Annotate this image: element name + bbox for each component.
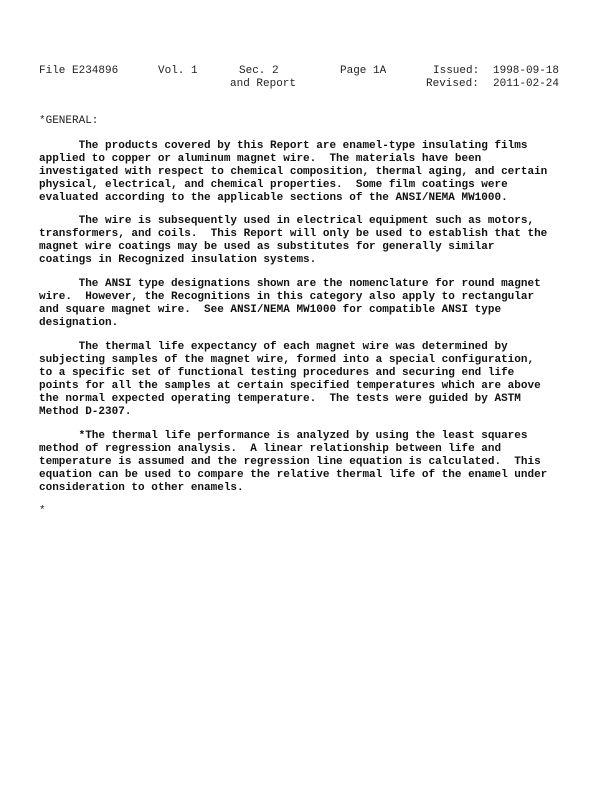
section-heading: *GENERAL: bbox=[39, 115, 99, 127]
paragraph-thermal-life: The thermal life expectancy of each magnet wire was determined by subjecting samples of the magnet wire, formed into a special configuration, to a specific set of functional testing procedures and securing end life points for all the samples at certain specified temperatures which are above the normal expected operating temperature. The tests were guided by ASTM Method D-2307. bbox=[39, 341, 541, 418]
file-number: File E234896 bbox=[39, 65, 119, 77]
page-number: Page 1A bbox=[340, 65, 387, 77]
issued-date: 1998-09-18 bbox=[493, 65, 560, 77]
paragraph-products: The products covered by this Report are enamel-type insulating films applied to copper or aluminum magnet wire. The materials have been investigated with respect to chemical composition, thermal aging, and certain physical, electrical, and chemical properties. Some film coatings were evaluated according to the applicable sections of the ANSI/NEMA MW1000. bbox=[39, 140, 548, 204]
issued-label: Issued: bbox=[433, 65, 480, 77]
paragraph-ansi-designations: The ANSI type designations shown are the nomenclature for round magnet wire. However, the Recognitions in this category also apply to rectangular and square magnet wire. See ANSI/NEMA MW1000 for compatible ANSI type designation. bbox=[39, 278, 541, 329]
end-marker: * bbox=[39, 505, 46, 517]
volume: Vol. 1 bbox=[158, 65, 198, 77]
revised-date: 2011-02-24 bbox=[493, 78, 560, 90]
revised-label: Revised: bbox=[426, 78, 479, 90]
paragraph-wire-usage: The wire is subsequently used in electrical equipment such as motors, transformers, and coils. This Report will only be used to establish that the magnet wire coatings may be used as substitutes for generally similar coatings in Recognized insulation systems. bbox=[39, 215, 548, 266]
section-subtitle: and Report bbox=[230, 78, 297, 90]
paragraph-regression-analysis: *The thermal life performance is analyzed by using the least squares method of regression analysis. A linear relationship between life and temperature is assumed and the regression line equation is calculated. This equation can be used to compare the relative thermal life of the enamel under consideration to other enamels. bbox=[39, 430, 548, 494]
section: Sec. 2 bbox=[239, 65, 279, 77]
